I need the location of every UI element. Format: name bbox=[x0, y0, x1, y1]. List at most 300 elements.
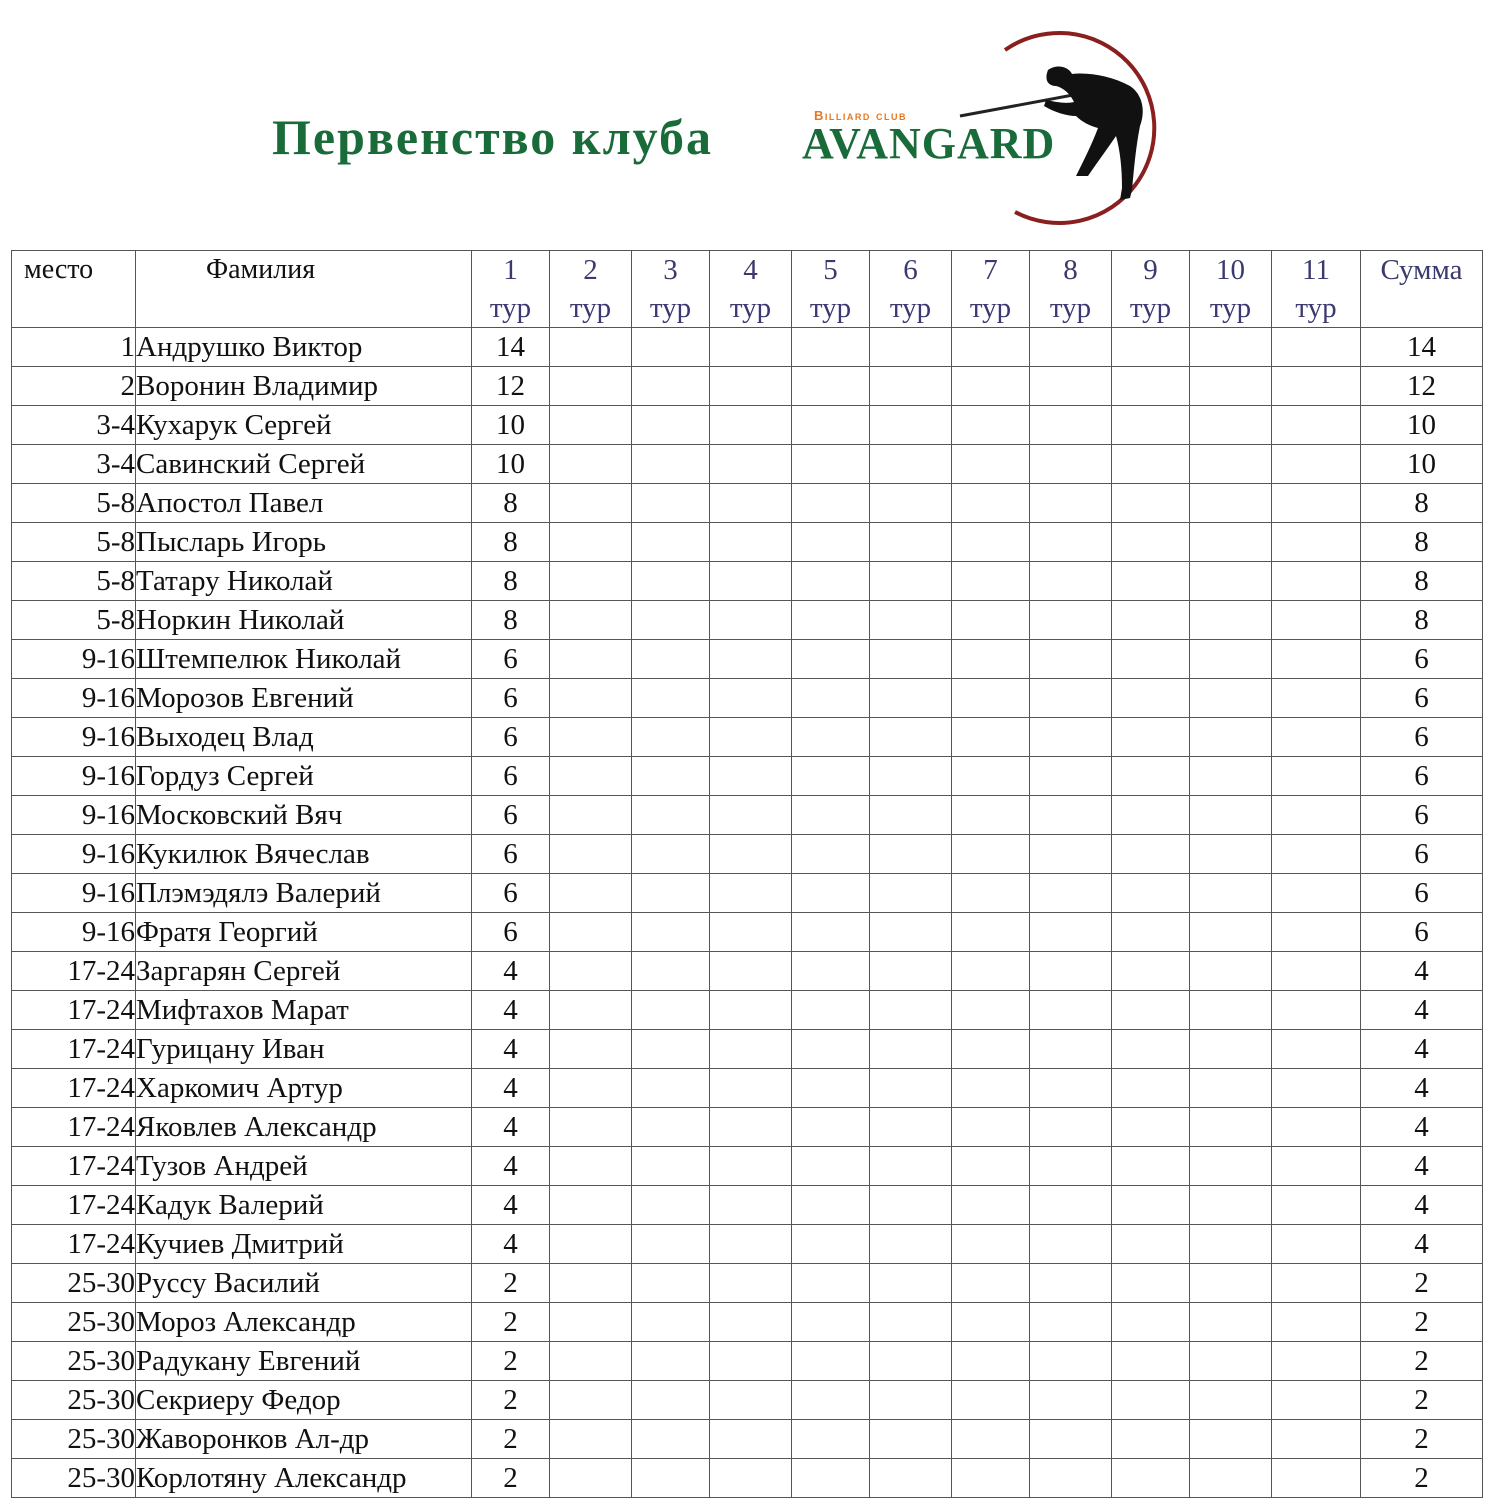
tour-score-cell bbox=[710, 679, 792, 718]
tour-score-cell bbox=[870, 1108, 952, 1147]
tour-score-cell bbox=[550, 796, 632, 835]
table-row bbox=[12, 328, 1483, 367]
tour-score-cell bbox=[710, 1420, 792, 1459]
tour-score-cell bbox=[1190, 757, 1272, 796]
table-row bbox=[12, 484, 1483, 523]
sum-cell: 4 bbox=[1361, 1225, 1483, 1264]
tour-score-cell bbox=[1112, 445, 1190, 484]
sum-cell: 10 bbox=[1361, 445, 1483, 484]
tour-score-cell bbox=[870, 1186, 952, 1225]
tour-score-cell bbox=[550, 640, 632, 679]
player-name-cell: Жаворонков Ал-др bbox=[136, 1420, 472, 1459]
tour-score-cell bbox=[550, 874, 632, 913]
sum-cell: 14 bbox=[1361, 328, 1483, 367]
tour-score-cell: 6 bbox=[472, 913, 550, 952]
tour-score-cell bbox=[870, 1459, 952, 1498]
place-cell: 17-24 bbox=[12, 1147, 136, 1186]
sum-cell: 10 bbox=[1361, 406, 1483, 445]
tour-score-cell bbox=[632, 1147, 710, 1186]
player-name-cell: Кухарук Сергей bbox=[136, 406, 472, 445]
tour-score-cell: 6 bbox=[472, 679, 550, 718]
tour-score-cell bbox=[1272, 718, 1361, 757]
tour-score-cell bbox=[952, 991, 1030, 1030]
tour-score-cell bbox=[1272, 562, 1361, 601]
tour-score-cell bbox=[1190, 562, 1272, 601]
tour-score-cell bbox=[710, 445, 792, 484]
tour-score-cell bbox=[952, 1381, 1030, 1420]
tour-score-cell bbox=[550, 484, 632, 523]
tour-score-cell bbox=[870, 406, 952, 445]
place-cell: 9-16 bbox=[12, 718, 136, 757]
tour-score-cell bbox=[632, 679, 710, 718]
tour-number: 7 bbox=[983, 254, 998, 286]
place-cell: 17-24 bbox=[12, 952, 136, 991]
tour-score-cell: 6 bbox=[472, 757, 550, 796]
tour-score-cell bbox=[870, 367, 952, 406]
tour-score-cell bbox=[1030, 1069, 1112, 1108]
tour-score-cell bbox=[1190, 835, 1272, 874]
tour-score-cell bbox=[632, 796, 710, 835]
tour-score-cell bbox=[632, 1225, 710, 1264]
tour-score-cell: 4 bbox=[472, 1186, 550, 1225]
tour-score-cell bbox=[952, 1420, 1030, 1459]
player-name-cell: Андрушко Виктор bbox=[136, 328, 472, 367]
tour-score-cell bbox=[632, 1108, 710, 1147]
sum-cell: 8 bbox=[1361, 562, 1483, 601]
tour-score-cell bbox=[710, 1303, 792, 1342]
player-name-cell: Мифтахов Марат bbox=[136, 991, 472, 1030]
tour-label: тур bbox=[809, 292, 852, 324]
tour-score-cell bbox=[1030, 874, 1112, 913]
tour-score-cell bbox=[792, 601, 870, 640]
tour-score-cell bbox=[1190, 1147, 1272, 1186]
tour-score-cell bbox=[1272, 1459, 1361, 1498]
tour-score-cell bbox=[952, 1030, 1030, 1069]
tour-score-cell bbox=[1112, 1381, 1190, 1420]
tour-score-cell bbox=[792, 952, 870, 991]
tour-score-cell bbox=[1112, 1459, 1190, 1498]
table-row bbox=[12, 1147, 1483, 1186]
tour-score-cell bbox=[632, 328, 710, 367]
sum-cell: 6 bbox=[1361, 913, 1483, 952]
tour-score-cell: 10 bbox=[472, 445, 550, 484]
place-cell: 3-4 bbox=[12, 406, 136, 445]
tour-score-cell bbox=[550, 523, 632, 562]
tour-score-cell bbox=[1190, 1381, 1272, 1420]
place-cell: 9-16 bbox=[12, 796, 136, 835]
tour-score-cell bbox=[1112, 1303, 1190, 1342]
tour-score-cell bbox=[1112, 1342, 1190, 1381]
tour-score-cell bbox=[1030, 991, 1112, 1030]
place-cell: 17-24 bbox=[12, 1225, 136, 1264]
sum-cell: 12 bbox=[1361, 367, 1483, 406]
tour-score-cell bbox=[1190, 1459, 1272, 1498]
tour-score-cell bbox=[792, 328, 870, 367]
sum-cell: 4 bbox=[1361, 1030, 1483, 1069]
tour-score-cell bbox=[710, 1342, 792, 1381]
tour-score-cell bbox=[1190, 1030, 1272, 1069]
tour-score-cell bbox=[792, 406, 870, 445]
tour-score-cell bbox=[710, 835, 792, 874]
tour-score-cell bbox=[870, 484, 952, 523]
tour-score-cell: 4 bbox=[472, 952, 550, 991]
tour-score-cell bbox=[1190, 718, 1272, 757]
player-name-cell: Апостол Павел bbox=[136, 484, 472, 523]
place-cell: 3-4 bbox=[12, 445, 136, 484]
tour-score-cell bbox=[1030, 640, 1112, 679]
tour-score-cell bbox=[792, 367, 870, 406]
player-name-cell: Фратя Георгий bbox=[136, 913, 472, 952]
place-cell: 9-16 bbox=[12, 757, 136, 796]
tour-score-cell bbox=[792, 1147, 870, 1186]
tour-score-cell bbox=[1112, 1147, 1190, 1186]
tour-score-cell bbox=[1112, 601, 1190, 640]
tour-score-cell bbox=[792, 445, 870, 484]
tour-score-cell bbox=[1272, 406, 1361, 445]
player-name-cell: Савинский Сергей bbox=[136, 445, 472, 484]
sum-cell: 2 bbox=[1361, 1459, 1483, 1498]
column-header-tour-2 bbox=[550, 251, 632, 328]
player-name-cell: Кучиев Дмитрий bbox=[136, 1225, 472, 1264]
table-row bbox=[12, 1264, 1483, 1303]
tour-score-cell: 8 bbox=[472, 523, 550, 562]
tour-score-cell: 6 bbox=[472, 796, 550, 835]
tour-score-cell bbox=[1190, 601, 1272, 640]
tour-score-cell bbox=[792, 679, 870, 718]
tour-score-cell: 2 bbox=[472, 1459, 550, 1498]
tour-score-cell bbox=[550, 406, 632, 445]
sum-cell: 8 bbox=[1361, 601, 1483, 640]
tour-score-cell: 4 bbox=[472, 1030, 550, 1069]
tour-score-cell bbox=[550, 1381, 632, 1420]
tour-score-cell bbox=[632, 1186, 710, 1225]
tour-score-cell bbox=[792, 1459, 870, 1498]
tour-score-cell bbox=[1190, 1420, 1272, 1459]
tour-score-cell bbox=[1190, 952, 1272, 991]
tour-score-cell bbox=[792, 796, 870, 835]
column-header-tour-10 bbox=[1190, 251, 1272, 328]
table-row bbox=[12, 1186, 1483, 1225]
place-cell: 9-16 bbox=[12, 835, 136, 874]
tour-score-cell bbox=[550, 718, 632, 757]
tour-score-cell bbox=[870, 952, 952, 991]
tour-score-cell bbox=[952, 1459, 1030, 1498]
tour-score-cell bbox=[870, 757, 952, 796]
tour-score-cell bbox=[710, 1459, 792, 1498]
tour-score-cell bbox=[1030, 835, 1112, 874]
table-row bbox=[12, 1420, 1483, 1459]
player-name-cell: Гордуз Сергей bbox=[136, 757, 472, 796]
place-cell: 5-8 bbox=[12, 562, 136, 601]
place-cell: 9-16 bbox=[12, 640, 136, 679]
tour-score-cell bbox=[1272, 952, 1361, 991]
tour-score-cell bbox=[1112, 991, 1190, 1030]
tour-score-cell bbox=[870, 874, 952, 913]
place-cell: 9-16 bbox=[12, 913, 136, 952]
place-cell: 2 bbox=[12, 367, 136, 406]
tour-score-cell bbox=[792, 1420, 870, 1459]
column-header-tour-9 bbox=[1112, 251, 1190, 328]
tour-score-cell bbox=[952, 1225, 1030, 1264]
tour-score-cell bbox=[792, 1030, 870, 1069]
tour-score-cell bbox=[1272, 1420, 1361, 1459]
tour-score-cell bbox=[792, 1108, 870, 1147]
tour-score-cell bbox=[1190, 1108, 1272, 1147]
tour-score-cell bbox=[550, 952, 632, 991]
tour-score-cell bbox=[550, 1147, 632, 1186]
tour-score-cell: 4 bbox=[472, 1108, 550, 1147]
tour-score-cell bbox=[710, 718, 792, 757]
sum-cell: 6 bbox=[1361, 796, 1483, 835]
tour-score-cell bbox=[870, 913, 952, 952]
tour-score-cell bbox=[632, 1069, 710, 1108]
tour-score-cell bbox=[1272, 913, 1361, 952]
tour-score-cell bbox=[710, 523, 792, 562]
table-row bbox=[12, 406, 1483, 445]
tour-number: 2 bbox=[583, 254, 598, 286]
tour-score-cell bbox=[632, 1381, 710, 1420]
tour-score-cell bbox=[1272, 445, 1361, 484]
tour-score-cell bbox=[952, 679, 1030, 718]
player-name-cell: Кадук Валерий bbox=[136, 1186, 472, 1225]
tour-score-cell bbox=[1030, 1303, 1112, 1342]
place-cell: 1 bbox=[12, 328, 136, 367]
tour-score-cell bbox=[550, 562, 632, 601]
tour-score-cell bbox=[1030, 562, 1112, 601]
tour-label: тур bbox=[1295, 292, 1337, 324]
tour-score-cell bbox=[710, 1225, 792, 1264]
sum-cell: 4 bbox=[1361, 991, 1483, 1030]
tour-score-cell bbox=[1030, 796, 1112, 835]
tour-score-cell bbox=[1190, 523, 1272, 562]
column-header-tour-8 bbox=[1030, 251, 1112, 328]
tour-score-cell bbox=[1030, 1030, 1112, 1069]
player-name-cell: Тузов Андрей bbox=[136, 1147, 472, 1186]
tour-score-cell bbox=[1030, 1342, 1112, 1381]
tour-score-cell bbox=[1272, 328, 1361, 367]
tour-score-cell bbox=[792, 874, 870, 913]
tour-label: тур bbox=[969, 292, 1012, 324]
tour-score-cell bbox=[870, 562, 952, 601]
tour-score-cell bbox=[1190, 406, 1272, 445]
table-row bbox=[12, 679, 1483, 718]
tour-score-cell bbox=[550, 835, 632, 874]
tour-score-cell bbox=[632, 1030, 710, 1069]
tour-score-cell bbox=[632, 562, 710, 601]
tour-score-cell bbox=[1030, 328, 1112, 367]
tour-score-cell bbox=[870, 991, 952, 1030]
tour-number: 5 bbox=[823, 254, 838, 286]
tour-score-cell bbox=[1190, 679, 1272, 718]
tour-score-cell bbox=[1272, 757, 1361, 796]
tour-score-cell bbox=[1112, 757, 1190, 796]
tour-score-cell bbox=[1112, 952, 1190, 991]
table-row bbox=[12, 874, 1483, 913]
sum-cell: 6 bbox=[1361, 835, 1483, 874]
player-name-cell: Морозов Евгений bbox=[136, 679, 472, 718]
tour-score-cell bbox=[952, 1108, 1030, 1147]
tour-score-cell bbox=[1190, 1264, 1272, 1303]
tour-score-cell bbox=[792, 835, 870, 874]
sum-cell: 4 bbox=[1361, 1147, 1483, 1186]
player-name-cell: Гурицану Иван bbox=[136, 1030, 472, 1069]
tour-score-cell bbox=[792, 1342, 870, 1381]
place-cell: 17-24 bbox=[12, 1108, 136, 1147]
tour-score-cell bbox=[952, 1264, 1030, 1303]
table-row bbox=[12, 952, 1483, 991]
tour-score-cell: 10 bbox=[472, 406, 550, 445]
table-row bbox=[12, 835, 1483, 874]
standings-table bbox=[11, 250, 1483, 1498]
tour-score-cell bbox=[1030, 484, 1112, 523]
tour-score-cell bbox=[1030, 757, 1112, 796]
tour-score-cell bbox=[632, 1264, 710, 1303]
place-cell: 25-30 bbox=[12, 1303, 136, 1342]
column-header-tour-6 bbox=[870, 251, 952, 328]
tour-score-cell bbox=[1030, 1147, 1112, 1186]
table-row bbox=[12, 718, 1483, 757]
table-row bbox=[12, 1342, 1483, 1381]
tour-score-cell bbox=[870, 1069, 952, 1108]
player-name-cell: Заргарян Сергей bbox=[136, 952, 472, 991]
tour-score-cell: 6 bbox=[472, 835, 550, 874]
tour-score-cell bbox=[710, 991, 792, 1030]
tour-score-cell: 2 bbox=[472, 1342, 550, 1381]
tour-score-cell bbox=[870, 445, 952, 484]
tour-label: тур bbox=[1129, 292, 1172, 324]
table-row bbox=[12, 367, 1483, 406]
column-header-tour-3 bbox=[632, 251, 710, 328]
tour-score-cell bbox=[1272, 601, 1361, 640]
tour-score-cell bbox=[1272, 640, 1361, 679]
tour-score-cell bbox=[1112, 1186, 1190, 1225]
tour-score-cell: 4 bbox=[472, 1147, 550, 1186]
tour-score-cell bbox=[1272, 835, 1361, 874]
tour-score-cell bbox=[870, 1147, 952, 1186]
tour-score-cell bbox=[952, 328, 1030, 367]
tour-score-cell bbox=[1272, 1147, 1361, 1186]
place-cell: 25-30 bbox=[12, 1381, 136, 1420]
tour-score-cell bbox=[632, 640, 710, 679]
tour-label: тур bbox=[889, 292, 932, 324]
tour-score-cell bbox=[1030, 1459, 1112, 1498]
tour-score-cell: 2 bbox=[472, 1303, 550, 1342]
tour-score-cell bbox=[1190, 796, 1272, 835]
tour-score-cell bbox=[1190, 1303, 1272, 1342]
tour-score-cell bbox=[870, 328, 952, 367]
tour-score-cell bbox=[792, 991, 870, 1030]
tour-score-cell bbox=[792, 1303, 870, 1342]
player-name-cell: Руссу Василий bbox=[136, 1264, 472, 1303]
tour-score-cell bbox=[870, 835, 952, 874]
tour-score-cell bbox=[952, 1342, 1030, 1381]
tour-score-cell bbox=[1030, 1264, 1112, 1303]
tour-score-cell: 8 bbox=[472, 562, 550, 601]
tour-score-cell bbox=[1030, 913, 1112, 952]
tour-score-cell bbox=[1030, 445, 1112, 484]
player-name-cell: Выходец Влад bbox=[136, 718, 472, 757]
player-name-cell: Норкин Николай bbox=[136, 601, 472, 640]
tour-score-cell bbox=[1272, 874, 1361, 913]
sum-cell: 2 bbox=[1361, 1264, 1483, 1303]
page-title: Первенство клуба bbox=[272, 109, 714, 165]
column-header-place: место bbox=[12, 251, 136, 328]
tour-score-cell bbox=[710, 406, 792, 445]
tour-label: тур bbox=[489, 292, 532, 324]
place-cell: 9-16 bbox=[12, 679, 136, 718]
tour-score-cell bbox=[1030, 601, 1112, 640]
tour-score-cell bbox=[1030, 1420, 1112, 1459]
tour-score-cell bbox=[1112, 328, 1190, 367]
table-row bbox=[12, 757, 1483, 796]
tour-score-cell bbox=[952, 523, 1030, 562]
tour-score-cell bbox=[710, 1147, 792, 1186]
tour-score-cell bbox=[710, 640, 792, 679]
player-name-cell: Московский Вяч bbox=[136, 796, 472, 835]
sum-cell: 4 bbox=[1361, 952, 1483, 991]
logo-wordmark: AVANGARD bbox=[802, 119, 1056, 168]
tour-score-cell bbox=[1190, 328, 1272, 367]
tour-score-cell bbox=[710, 1186, 792, 1225]
tour-score-cell bbox=[1030, 406, 1112, 445]
tour-number: 3 bbox=[663, 254, 678, 286]
tour-score-cell bbox=[550, 1264, 632, 1303]
tour-score-cell bbox=[550, 913, 632, 952]
tour-score-cell bbox=[1112, 1225, 1190, 1264]
tour-score-cell bbox=[1112, 1264, 1190, 1303]
tour-number: 8 bbox=[1063, 254, 1078, 286]
tour-score-cell bbox=[1030, 952, 1112, 991]
tour-score-cell bbox=[632, 367, 710, 406]
player-name-cell: Штемпелюк Николай bbox=[136, 640, 472, 679]
tour-score-cell bbox=[952, 367, 1030, 406]
tour-score-cell bbox=[1112, 718, 1190, 757]
tour-score-cell bbox=[710, 1030, 792, 1069]
sum-cell: 4 bbox=[1361, 1186, 1483, 1225]
tour-score-cell bbox=[1112, 1420, 1190, 1459]
tour-score-cell bbox=[870, 1381, 952, 1420]
tour-score-cell bbox=[632, 913, 710, 952]
tour-score-cell bbox=[550, 1225, 632, 1264]
table-header-row bbox=[12, 251, 1483, 328]
tour-score-cell bbox=[710, 1069, 792, 1108]
tour-score-cell bbox=[550, 445, 632, 484]
tour-score-cell bbox=[710, 562, 792, 601]
tour-score-cell bbox=[710, 874, 792, 913]
tour-score-cell bbox=[1030, 1108, 1112, 1147]
tour-score-cell bbox=[952, 835, 1030, 874]
table-body bbox=[12, 328, 1483, 1498]
tour-score-cell: 14 bbox=[472, 328, 550, 367]
place-cell: 9-16 bbox=[12, 874, 136, 913]
place-cell: 5-8 bbox=[12, 484, 136, 523]
player-name-cell: Татару Николай bbox=[136, 562, 472, 601]
table-row bbox=[12, 1069, 1483, 1108]
table-row bbox=[12, 1030, 1483, 1069]
tour-score-cell bbox=[632, 1459, 710, 1498]
tour-score-cell bbox=[632, 1420, 710, 1459]
tour-score-cell bbox=[952, 640, 1030, 679]
tour-score-cell bbox=[792, 757, 870, 796]
player-name-cell: Плэмэдялэ Валерий bbox=[136, 874, 472, 913]
tour-score-cell bbox=[710, 1108, 792, 1147]
tour-score-cell: 6 bbox=[472, 640, 550, 679]
tour-score-cell bbox=[1190, 445, 1272, 484]
tour-score-cell: 2 bbox=[472, 1420, 550, 1459]
tour-score-cell bbox=[550, 1342, 632, 1381]
tour-score-cell bbox=[870, 1342, 952, 1381]
logo-subtitle: Billiard club bbox=[814, 108, 907, 123]
